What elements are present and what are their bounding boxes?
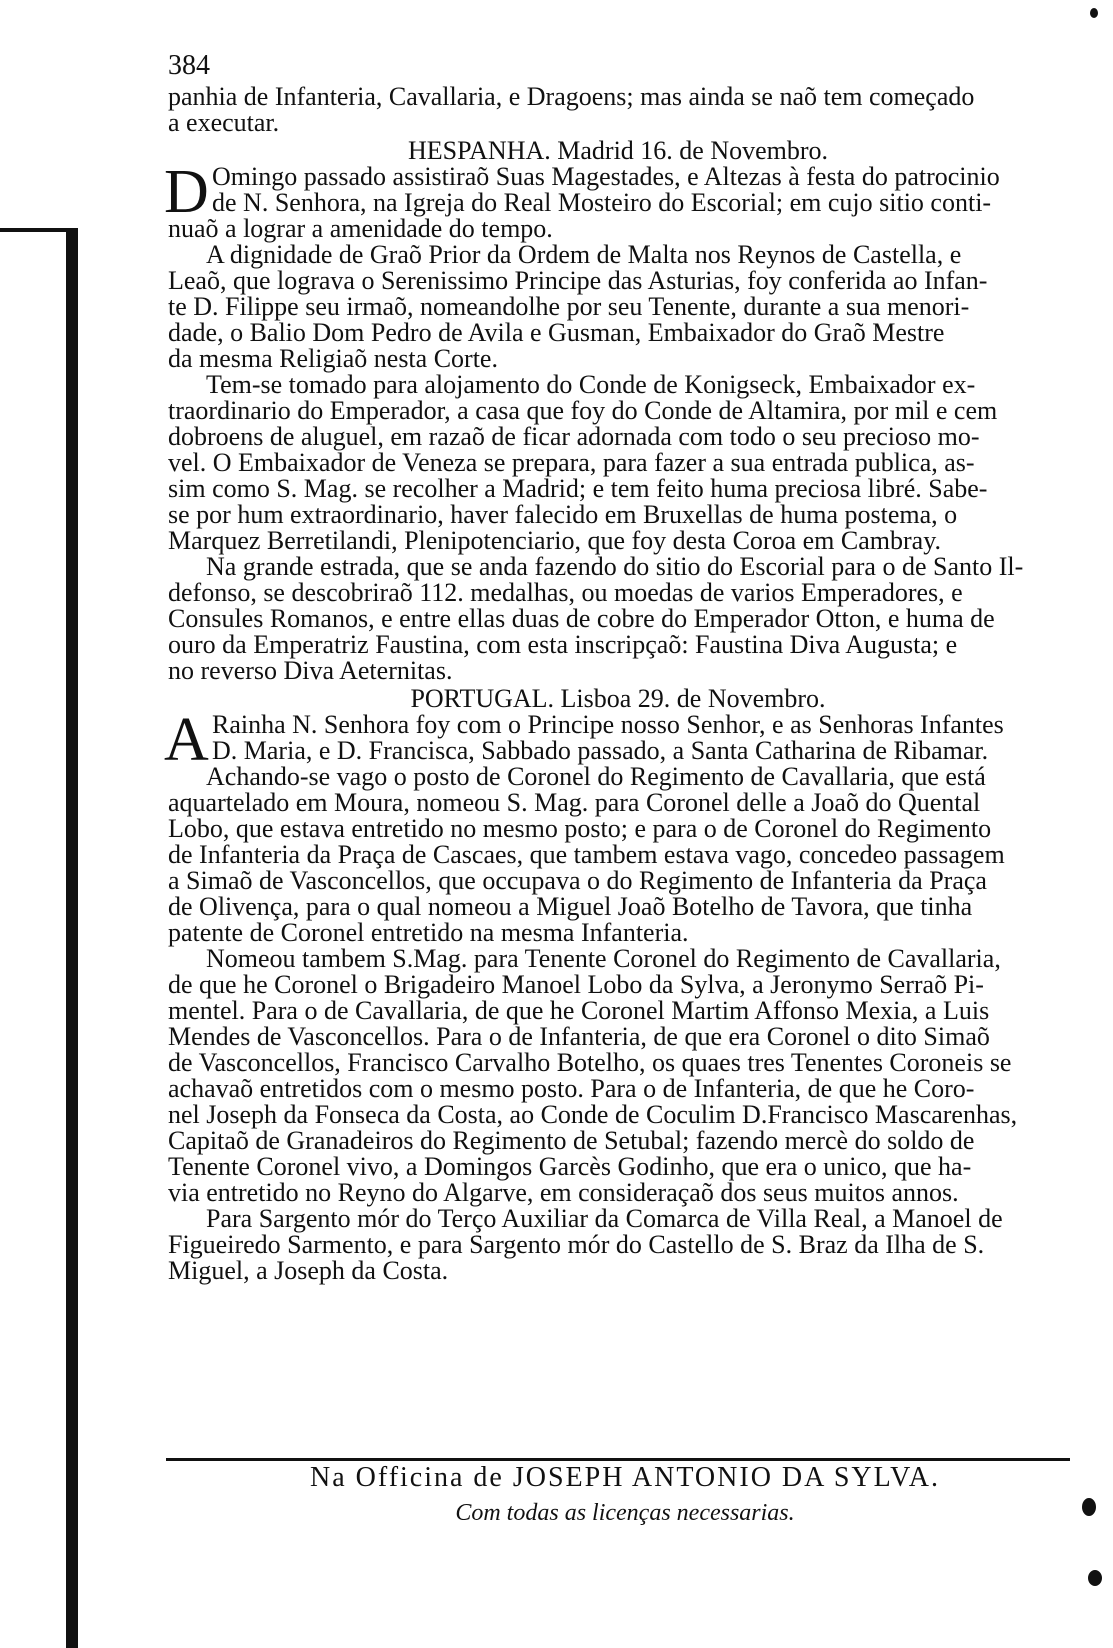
text-line: de que he Coronel o Brigadeiro Manoel Lobo da Sylva, a Jeronymo Serraõ Pi-	[168, 970, 984, 999]
text-line: Tem-se tomado para alojamento do Conde de Konigseck, Embaixador ex-	[206, 370, 976, 399]
text-line: Para Sargento mór do Terço Auxiliar da Comarca de Villa Real, a Manoel de	[206, 1204, 1003, 1233]
ink-spot	[1082, 1498, 1096, 1516]
text-line: a executar.	[168, 108, 280, 137]
paragraph	[168, 242, 1068, 372]
text-line: traordinario do Emperador, a casa que foy do Conde de Altamira, por mil e cem	[168, 396, 998, 425]
text-line: Tenente Coronel vivo, a Domingos Garcès Godinho, que era o unico, que ha-	[168, 1152, 972, 1181]
imprint-divider	[166, 1458, 1070, 1461]
drop-cap-paragraph	[164, 706, 1068, 774]
text-line: Figueiredo Sarmento, e para Sargento mór do Castello de S. Braz da Ilha de S.	[168, 1230, 985, 1259]
text-line: Capitaõ de Granadeiros do Regimento de Setubal; fazendo mercè do soldo de	[168, 1126, 975, 1155]
text-line: achavaõ entretidos com o mesmo posto. Para o de Infanteria, de que he Coro-	[168, 1074, 975, 1103]
text-line: nel Joseph da Fonseca da Costa, ao Conde de Coculim D.Francisco Mascarenhas,	[168, 1100, 1018, 1129]
section-heading: PORTUGAL. Lisboa 29. de Novembro.	[410, 684, 826, 713]
drop-cap: D	[164, 158, 209, 226]
text-line: panhia de Infanteria, Cavallaria, e Dragoens; mas ainda se naõ tem começado	[168, 82, 975, 111]
paragraph	[168, 554, 1068, 684]
text-line: Miguel, a Joseph da Costa.	[168, 1256, 449, 1285]
text-line: Omingo passado assistiraõ Suas Magestades, e Altezas à festa do patrocinio	[212, 162, 1000, 191]
drop-cap: A	[164, 706, 209, 774]
text-line: se por hum extraordinario, haver falecido em Bruxellas de huma postema, o	[168, 500, 958, 529]
section-heading: HESPANHA. Madrid 16. de Novembro.	[407, 136, 829, 165]
text-line: dobroens de aluguel, em razaõ de ficar adornada com todo o seu precioso mo-	[168, 422, 980, 451]
text-line: Rainha N. Senhora foy com o Principe nosso Senhor, e as Senhoras Infantes	[212, 710, 1004, 739]
text-line: Consules Romanos, e entre ellas duas de cobre do Emperador Otton, e huma de	[168, 604, 995, 633]
paragraph	[168, 946, 1068, 1206]
text-line: Nomeou tambem S.Mag. para Tenente Coronel do Regimento de Cavallaria,	[206, 944, 1001, 973]
article-body	[164, 82, 1068, 1285]
text-line: D. Maria, e D. Francisca, Sabbado passado, a Santa Catharina de Ribamar.	[212, 736, 989, 765]
imprint-printer: Na Officina de JOSEPH ANTONIO DA SYLVA.	[310, 1462, 940, 1493]
text-line: defonso, se descobriraõ 112. medalhas, ou moedas de varios Emperadores, e	[168, 578, 963, 607]
scan-border-mark	[0, 228, 78, 1648]
text-line: a Simaõ de Vasconcellos, que occupava o do Regimento de Infanteria da Praça	[168, 866, 987, 895]
ink-spot	[1090, 8, 1098, 18]
text-line: ouro da Emperatriz Faustina, com esta inscripçaõ: Faustina Diva Augusta; e	[168, 630, 958, 659]
text-line: nuaõ a lograr a amenidade do tempo.	[168, 214, 553, 243]
text-line: de N. Senhora, na Igreja do Real Mosteiro do Escorial; em cujo sitio conti-	[212, 188, 992, 217]
paragraph	[168, 764, 1068, 946]
text-line: Na grande estrada, que se anda fazendo do sitio do Escorial para o de Santo Il-	[206, 552, 1024, 581]
imprint-license: Com todas as licenças necessarias.	[455, 1500, 795, 1526]
text-line: Marquez Berretilandi, Plenipotenciario, que foy desta Coroa em Cambray.	[168, 526, 942, 555]
text-line: A dignidade de Graõ Prior da Ordem de Malta nos Reynos de Castella, e	[206, 240, 962, 269]
text-line: Leaõ, que lograva o Serenissimo Principe das Asturias, foy conferida ao Infan-	[168, 266, 988, 295]
text-line: Mendes de Vasconcellos. Para o de Infanteria, de que era Coronel o dito Simaõ	[168, 1022, 990, 1051]
text-line: de Infanteria da Praça de Cascaes, que tambem estava vago, concedeo passagem	[168, 840, 1005, 869]
text-line: aquartelado em Moura, nomeou S. Mag. para Coronel delle a Joaõ do Quental	[168, 788, 981, 817]
text-line: via entretido no Reyno do Algarve, em consideraçaõ dos seus muitos annos.	[168, 1178, 959, 1207]
text-line: te D. Filippe seu irmaõ, nomeandolhe por seu Tenente, durante a sua menori-	[168, 292, 970, 321]
text-line: no reverso Diva Aeternitas.	[168, 656, 453, 685]
paragraph	[168, 372, 1068, 554]
text-line: de Olivença, para o qual nomeou a Miguel Joaõ Botelho de Tavora, que tinha	[168, 892, 973, 921]
text-line: patente de Coronel entretido na mesma Infanteria.	[168, 918, 689, 947]
text-line: dade, o Balio Dom Pedro de Avila e Gusman, Embaixador do Graõ Mestre	[168, 318, 945, 347]
text-line: Achando-se vago o posto de Coronel do Regimento de Cavallaria, que está	[206, 762, 986, 791]
drop-cap-paragraph	[164, 158, 1068, 226]
text-line: da mesma Religiaõ nesta Corte.	[168, 344, 498, 373]
text-line: sim como S. Mag. se recolher a Madrid; e tem feito huma preciosa libré. Sabe-	[168, 474, 988, 503]
paragraph	[168, 1206, 1068, 1284]
text-line: mentel. Para o de Cavallaria, de que he Coronel Martim Affonso Mexia, a Luis	[168, 996, 990, 1025]
ink-spot	[1088, 1570, 1102, 1586]
text-line: vel. O Embaixador de Veneza se prepara, para fazer a sua entrada publica, as-	[168, 448, 975, 477]
text-line: Lobo, que estava entretido no mesmo posto; e para o de Coronel do Regimento	[168, 814, 992, 843]
text-line: de Vasconcellos, Francisco Carvalho Botelho, os quaes tres Tenentes Coroneis se	[168, 1048, 1012, 1077]
page-number: 384	[168, 50, 210, 81]
